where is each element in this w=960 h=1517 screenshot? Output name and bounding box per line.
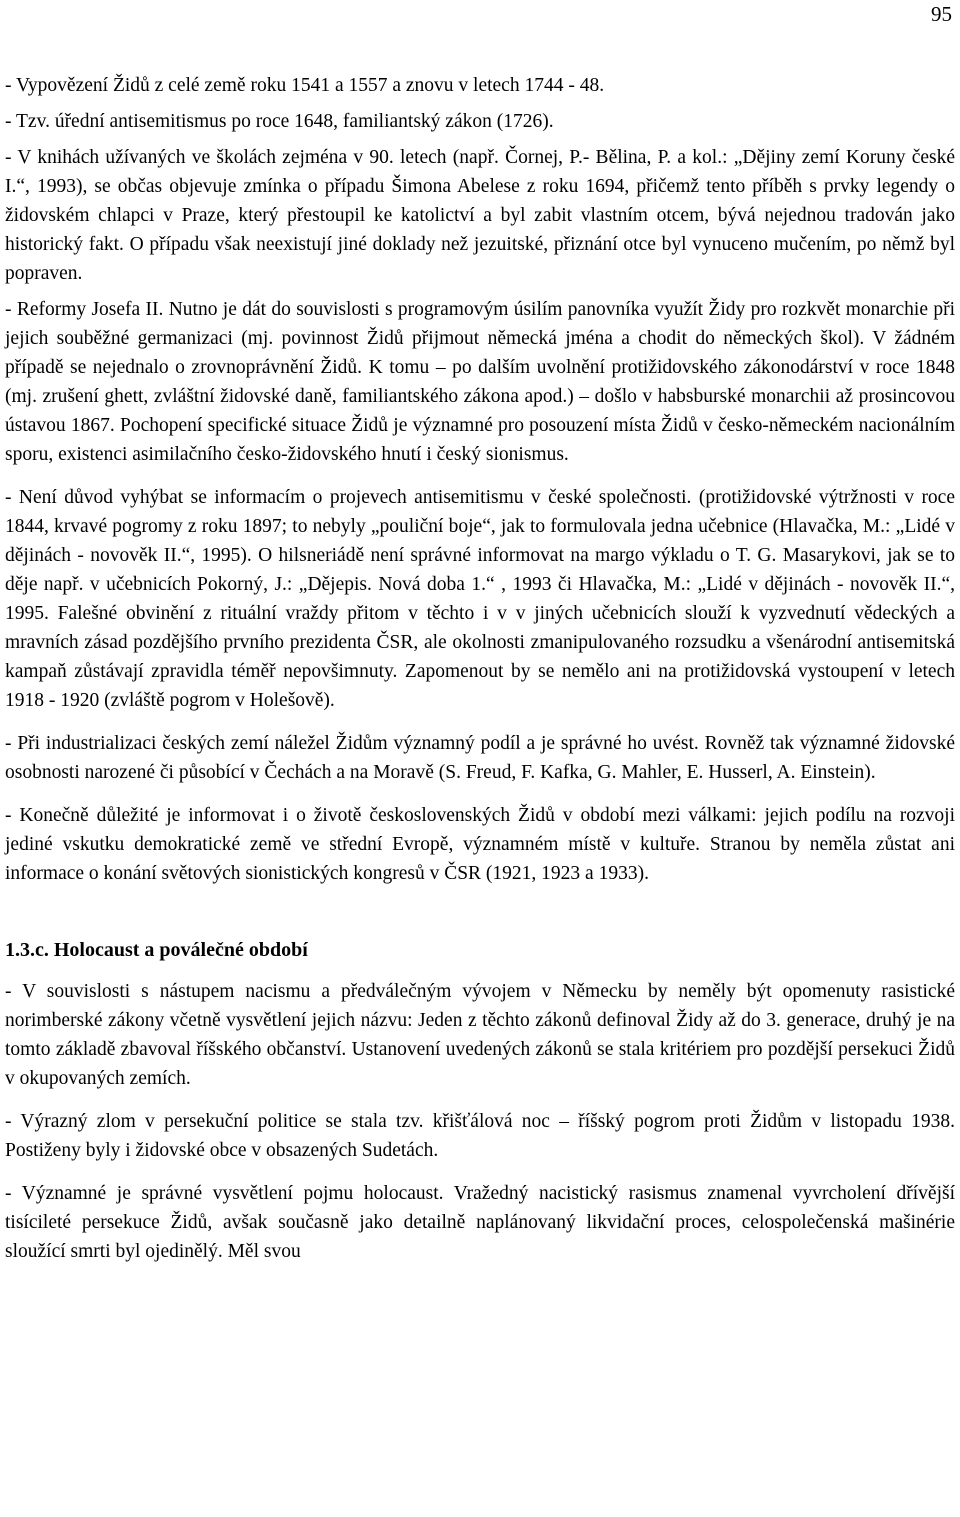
page-number: 95 — [931, 2, 952, 26]
paragraph-textbooks-abeles: - V knihách užívaných ve školách zejména v 90. letech (např. Čornej, P.- Bělina, P. a kol.: „Dějiny zemí Koruny české I.“, 1993), se občas objevuje zmínka o případu Šimona Abelese z roku 1694, přičemž tento příběh s prvky legendy o židovském chlapci v Praze, který přestoupil ke katolictví a byl zabit vlastním otcem, bývá nejednou tradován jako historický fakt. O případu však neexistují jiné doklady než jezuitské, přiznání otce byl vynuceno mučením, po němž byl popraven. — [5, 147, 955, 284]
paragraph-expulsion: - Vypovězení Židů z celé země roku 1541 a 1557 a znovu v letech 1744 - 48. — [5, 75, 605, 96]
paragraph-kristallnacht: - Výrazný zlom v persekuční politice se stala tzv. křišťálová noc – říšský pogrom proti Židům v listopadu 1938. Postiženy byly i židovské obce v obsazených Sudetách. — [5, 1111, 955, 1161]
paragraph-josef-reforms: - Reformy Josefa II. Nutno je dát do souvislosti s programovým úsilím panovníka využít Židy pro rozkvět monarchie při jejich souběžné germanizaci (mj. povinnost Židů přijmout německá jména a chodit do německých škol). V žádném případě se nejednalo o zrovnoprávnění Židů. K tomu – po dalším uvolnění protižidovského zákonodárství v roce 1848 (mj. zrušení ghett, zvláštní židovské daně, familiantského zákona apod.) – došlo v habsburské monarchii až prosincovou ústavou 1867. Pochopení specifické situace Židů je významné pro posouzení místa Židů v česko-německém nacionálním sporu, existenci asimilačního česko-židovského hnutí i český sionismus. — [5, 299, 955, 465]
section-heading: 1.3.c. Holocaust a poválečné období — [5, 939, 308, 961]
paragraph-nuremberg-laws: - V souvislosti s nástupem nacismu a předválečným vývojem v Německu by neměly být opomenuty rasistické norimberské zákony včetně vysvětlení jejich názvu: Jeden z těchto zákonů definoval Židy až do 3. generace, druhý je na tomto základě zbavoval říšského občanství. Ustanovení uvedených zákonů se stala kritériem pro pozdější persekuci Židů v okupovaných zemích. — [5, 981, 955, 1089]
paragraph-holocaust-term: - Významné je správné vysvětlení pojmu holocaust. Vražedný nacistický rasismus znamenal vyvrcholení dřívější tisícileté persekuce Židů, avšak současně jako detailně naplánovaný likvidační proces, celospolečenská mašinérie sloužící smrti byl ojedinělý. Měl svou — [5, 1183, 955, 1262]
paragraph-antisemitism-society: - Není důvod vyhýbat se informacím o projevech antisemitismu v české společnosti. (protižidovské výtržnosti v roce 1844, krvavé pogromy z roku 1897; to nebyly „pouliční boje“, jak to formulovala jedna učebnice (Hlavačka, M.: „Lidé v dějinách - novověk II.“, 1995). O hilsneriádě není správné informovat na margo výkladu o T. G. Masarykovi, jak se to děje např. v učebnicích Pokorný, J.: „Dějepis. Nová doba 1.“ , 1993 či Hlavačka, M.: „Lidé v dějinách - novověk II.“, 1995. Falešné obvinění z rituální vraždy přitom v těchto i v v jiných učebnicích slouží k vyzvednutí vědeckých a mravních zásad pozdějšího prvního prezidenta ČSR, ale okolnosti zmanipulovaného rozsudku a všenárodní antisemitská kampaň zůstávají zpravidla téměř nepovšimnuty. Zapomenout by se nemělo ani na protižidovská vystoupení v letech 1918 - 1920 (zvláště pogrom v Holešově). — [5, 487, 955, 711]
paragraph-industrialization: - Při industrializaci českých zemí náležel Židům významný podíl a je správné ho uvést. Rovněž tak významné židovské osobnosti narozené či působící v Čechách a na Moravě (S. Freud, F. Kafka, G. Mahler, E. Husserl, A. Einstein). — [5, 733, 955, 783]
document-body — [5, 71, 955, 1266]
paragraph-official-antisemitism: - Tzv. úřední antisemitismus po roce 1648, familiantský zákon (1726). — [5, 111, 554, 132]
paragraph-interwar: - Konečně důležité je informovat i o životě československých Židů v období mezi válkami: jejich podílu na rozvoji jediné vskutku demokratické země ve střední Evropě, významném místě v kultuře. Stranou by neměla zůstat ani informace o konání světových sionistických kongresů v ČSR (1921, 1923 a 1933). — [5, 805, 955, 884]
